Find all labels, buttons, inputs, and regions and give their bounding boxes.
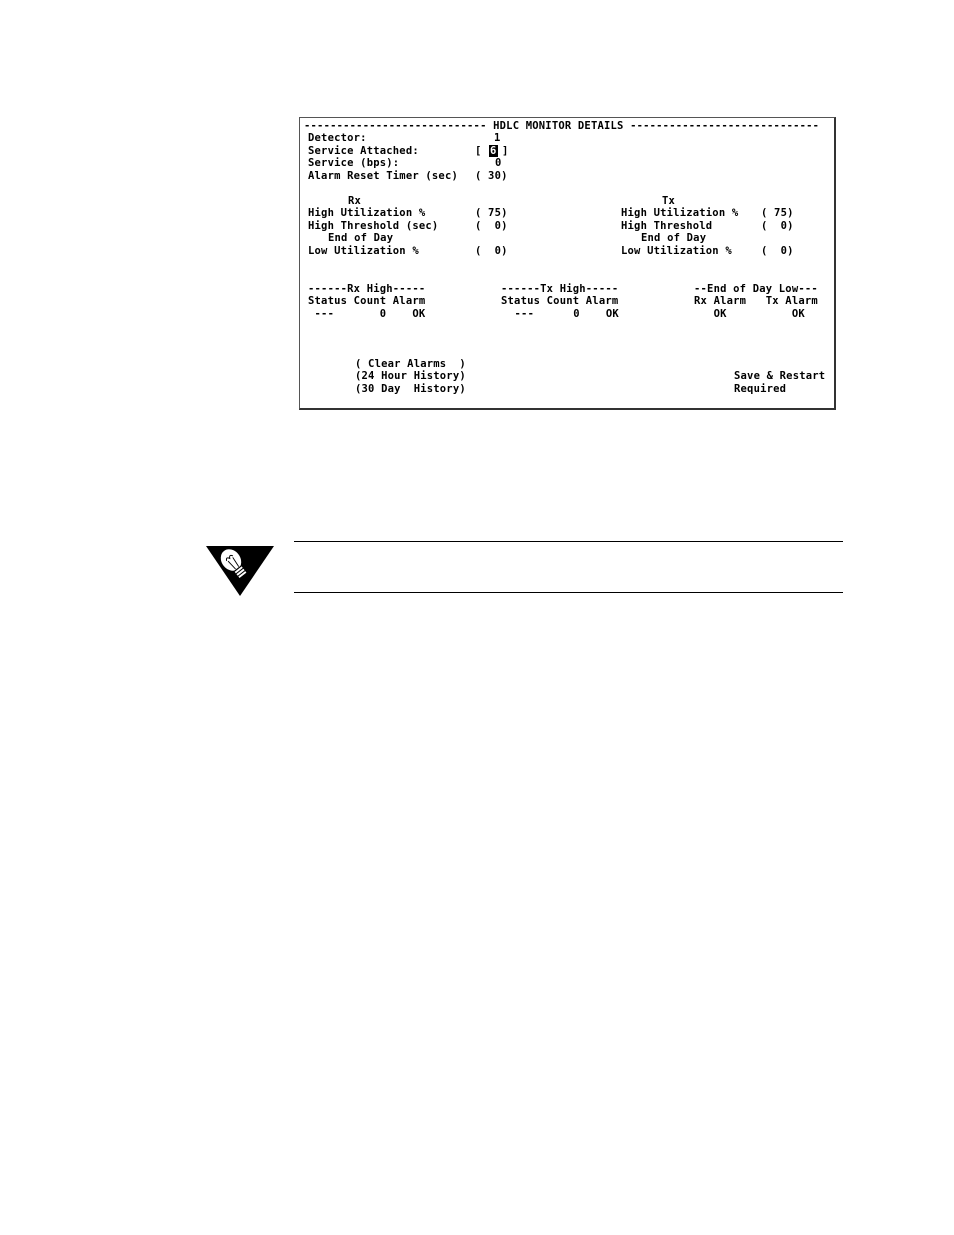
alarm-reset-label: Alarm Reset Timer (sec) — [308, 170, 458, 182]
tx-low-util-field[interactable]: ( 0) — [761, 245, 794, 257]
note-bottom-rule — [294, 592, 843, 593]
service-attached-label: Service Attached: — [308, 145, 419, 157]
detector-value: 1 — [494, 132, 501, 144]
rx-low-util-label: Low Utilization % — [308, 245, 419, 257]
terminal-screen — [299, 117, 836, 410]
history-24h-button[interactable]: (24 Hour History) — [355, 370, 466, 382]
tx-high-threshold-field[interactable]: ( 0) — [761, 220, 794, 232]
tx-heading: Tx — [662, 195, 676, 207]
tx-high-row: --- 0 OK — [508, 308, 619, 320]
service-attached-input[interactable]: 6 — [490, 145, 497, 157]
tx-low-util-label: Low Utilization % — [621, 245, 732, 257]
rx-high-columns: Status Count Alarm — [308, 295, 426, 307]
screen-title: ---------------------------- HDLC MONITOR DETAILS ----------------------------- — [304, 120, 820, 132]
clear-alarms-button[interactable]: ( Clear Alarms ) — [355, 358, 466, 370]
eod-low-row: OK OK — [694, 308, 805, 320]
rx-low-util-field[interactable]: ( 0) — [475, 245, 508, 257]
tx-high-columns: Status Count Alarm — [501, 295, 619, 307]
note-top-rule — [294, 541, 843, 542]
service-attached-bracket-open: [ — [475, 145, 482, 157]
service-bps-label: Service (bps): — [308, 157, 400, 169]
rx-high-row: --- 0 OK — [308, 308, 426, 320]
rx-high-util-label: High Utilization % — [308, 207, 426, 219]
tx-high-header: ------Tx High----- — [501, 283, 619, 295]
rx-heading: Rx — [348, 195, 362, 207]
rx-high-util-field[interactable]: ( 75) — [475, 207, 508, 219]
detector-label: Detector: — [308, 132, 367, 144]
required-status: Required — [734, 383, 787, 395]
tx-end-of-day-label: End of Day — [641, 232, 707, 244]
rx-end-of-day-label: End of Day — [328, 232, 394, 244]
lightbulb-note-icon — [206, 544, 276, 598]
service-bps-value: 0 — [495, 157, 502, 169]
eod-low-columns: Rx Alarm Tx Alarm — [694, 295, 818, 307]
rx-high-header: ------Rx High----- — [308, 283, 426, 295]
eod-low-header: --End of Day Low--- — [694, 283, 818, 295]
history-30d-button[interactable]: (30 Day History) — [355, 383, 466, 395]
rx-high-threshold-field[interactable]: ( 0) — [475, 220, 508, 232]
service-attached-bracket-close: ] — [502, 145, 509, 157]
tx-high-util-label: High Utilization % — [621, 207, 739, 219]
tx-high-util-field[interactable]: ( 75) — [761, 207, 794, 219]
save-restart-status: Save & Restart — [734, 370, 826, 382]
rx-high-threshold-label: High Threshold (sec) — [308, 220, 439, 232]
tx-high-threshold-label: High Threshold — [621, 220, 713, 232]
alarm-reset-field[interactable]: ( 30) — [475, 170, 508, 182]
